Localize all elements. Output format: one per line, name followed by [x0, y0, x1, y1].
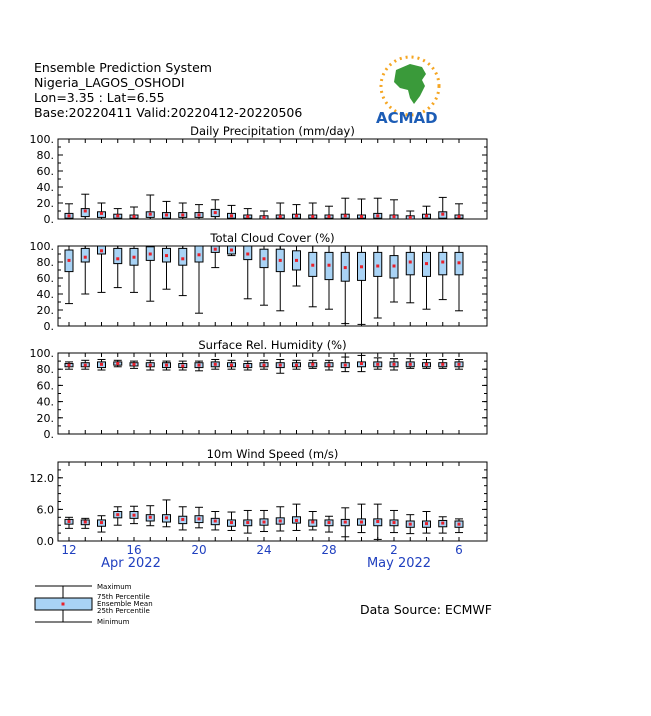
y-tick-label: 80.: [36, 256, 54, 269]
box-18: [163, 246, 171, 289]
box-4: [423, 512, 431, 534]
mean-marker: [100, 363, 103, 366]
box-18: [163, 201, 171, 219]
box-21: [211, 200, 219, 219]
y-tick-label: 0.: [43, 428, 54, 441]
box-16: [130, 506, 138, 523]
mean-marker: [344, 214, 347, 217]
box-12: [65, 204, 73, 219]
y-tick-label: 80.: [36, 149, 54, 162]
mean-marker: [441, 213, 444, 216]
y-tick-label: 40.: [36, 395, 54, 409]
box-23: [244, 209, 252, 219]
y-tick-label: 60.: [36, 272, 54, 285]
box-23: [244, 246, 252, 299]
x-tick-label: 28: [321, 543, 337, 557]
mean-marker: [116, 362, 119, 365]
mean-marker: [230, 364, 233, 367]
box-29: [341, 357, 349, 372]
mean-marker: [100, 249, 103, 252]
box-28: [325, 206, 333, 219]
box-5: [439, 517, 447, 533]
mean-marker: [68, 259, 71, 262]
mean-marker: [360, 521, 363, 524]
y-tick-label: 0.0: [36, 535, 54, 548]
header-validity: Base:20220411 Valid:20220412-20220506: [34, 105, 303, 120]
box-23: [244, 361, 252, 370]
box-30: [358, 355, 366, 371]
box-22: [228, 246, 236, 256]
y-tick-label: 0.: [43, 320, 54, 333]
mean-marker: [214, 519, 217, 522]
x-tick-label: 24: [256, 543, 272, 557]
mean-marker: [360, 215, 363, 218]
box-25: [276, 203, 284, 219]
y-tick-label: 40.: [36, 181, 54, 194]
mean-marker: [279, 215, 282, 218]
mean-marker: [376, 214, 379, 217]
mean-marker: [279, 519, 282, 522]
mean-marker: [311, 264, 314, 267]
mean-marker: [344, 521, 347, 524]
mean-marker: [393, 521, 396, 524]
box-25: [276, 359, 284, 373]
box-26: [293, 360, 301, 369]
box-12: [65, 362, 73, 369]
mean-marker: [311, 521, 314, 524]
mean-marker: [116, 513, 119, 516]
month-label: May 2022: [366, 556, 432, 571]
mean-marker: [100, 212, 103, 215]
box-24: [260, 211, 268, 219]
mean-marker: [409, 261, 412, 264]
mean-marker: [263, 216, 266, 219]
box-12: [65, 517, 73, 528]
mean-marker: [133, 363, 136, 366]
logo-text: ACMAD: [376, 109, 438, 126]
box-20: [195, 246, 203, 313]
mean-marker: [441, 363, 444, 366]
box-12: [65, 246, 73, 304]
box-22: [228, 360, 236, 369]
box-6: [455, 246, 463, 311]
header-coordinates: Lon=3.35 : Lat=6.55: [34, 90, 165, 105]
box-4: [423, 206, 431, 219]
y-tick-label: 100.: [29, 240, 54, 253]
mean-marker: [311, 363, 314, 366]
mean-marker: [344, 266, 347, 269]
mean-marker: [458, 363, 461, 366]
mean-marker: [295, 214, 298, 217]
mean-marker: [165, 214, 168, 217]
mean-marker: [425, 363, 428, 366]
mean-marker: [198, 364, 201, 367]
box-4: [423, 359, 431, 368]
box-17: [146, 506, 154, 526]
box-19: [179, 203, 187, 219]
box-17: [146, 246, 154, 301]
y-tick-label: 12.0: [29, 471, 54, 485]
box-27: [309, 512, 317, 530]
box-24: [260, 360, 268, 369]
x-tick-label: 16: [126, 543, 142, 557]
box-3: [406, 515, 414, 534]
mean-marker: [84, 521, 87, 524]
mean-marker: [133, 514, 136, 517]
legend-p75-label: 75th Percentile: [97, 593, 150, 601]
iqr-box: [114, 248, 122, 263]
mean-marker: [68, 520, 71, 523]
box-15: [114, 209, 122, 219]
mean-marker: [376, 363, 379, 366]
iqr-box: [179, 248, 187, 265]
mean-marker: [425, 262, 428, 265]
box-24: [260, 246, 268, 305]
box-14: [98, 359, 106, 370]
box-4: [423, 246, 431, 309]
mean-marker: [84, 256, 87, 259]
mean-marker: [230, 521, 233, 524]
box-14: [98, 246, 106, 292]
legend-p25-label: 25th Percentile: [97, 607, 150, 615]
box-19: [179, 246, 187, 296]
box-16: [130, 361, 138, 368]
box-15: [114, 246, 122, 288]
mean-marker: [441, 522, 444, 525]
box-17: [146, 360, 154, 370]
iqr-box: [439, 252, 447, 274]
mean-marker: [263, 521, 266, 524]
data-source: Data Source: ECMWF: [360, 602, 492, 617]
y-tick-label: 20.: [36, 411, 54, 425]
iqr-box: [81, 248, 89, 262]
mean-marker: [214, 248, 217, 251]
box-28: [325, 360, 333, 370]
box-15: [114, 360, 122, 366]
mean-marker: [198, 253, 201, 256]
box-26: [293, 504, 301, 530]
box-2: [390, 246, 398, 302]
legend-max-label: Maximum: [97, 583, 132, 591]
mean-marker: [84, 364, 87, 367]
mean-marker: [409, 216, 412, 219]
mean-marker: [198, 214, 201, 217]
box-2: [390, 510, 398, 532]
box-13: [81, 518, 89, 528]
panel-3: [30, 338, 488, 441]
panel-title: Total Cloud Cover (%): [210, 231, 335, 245]
mean-marker: [425, 214, 428, 217]
mean-marker: [328, 521, 331, 524]
mean-marker: [425, 522, 428, 525]
box-30: [358, 504, 366, 532]
box-3: [406, 211, 414, 219]
box-1: [374, 246, 382, 318]
mean-marker: [246, 253, 249, 256]
mean-marker: [165, 254, 168, 257]
box-19: [179, 361, 187, 370]
header-title: Ensemble Prediction System: [34, 60, 212, 75]
mean-marker: [246, 521, 249, 524]
box-29: [341, 246, 349, 324]
mean-marker: [133, 215, 136, 218]
y-tick-label: 20.: [36, 304, 54, 317]
mean-marker: [116, 214, 119, 217]
box-18: [163, 500, 171, 527]
mean-marker: [279, 259, 282, 262]
box-1: [374, 504, 382, 539]
box-13: [81, 246, 89, 294]
mean-marker: [279, 364, 282, 367]
box-30: [358, 246, 366, 324]
box-16: [130, 207, 138, 219]
box-18: [163, 361, 171, 370]
y-tick-label: 60.: [36, 165, 54, 178]
mean-marker: [181, 257, 184, 260]
box-6: [455, 519, 463, 533]
box-26: [293, 246, 301, 286]
box-20: [195, 507, 203, 528]
plot-frame: [58, 139, 487, 219]
mean-marker: [214, 363, 217, 366]
box-30: [358, 199, 366, 219]
box-16: [130, 246, 138, 292]
y-tick-label: 0.: [43, 213, 54, 226]
mean-marker: [376, 265, 379, 268]
mean-marker: [441, 261, 444, 264]
iqr-box: [374, 252, 382, 276]
box-5: [439, 246, 447, 300]
mean-marker: [230, 214, 233, 217]
mean-marker: [376, 520, 379, 523]
box-20: [195, 361, 203, 371]
box-1: [374, 358, 382, 369]
mean-marker: [263, 257, 266, 260]
header-station: Nigeria_LAGOS_OSHODI: [34, 75, 185, 90]
box-27: [309, 203, 317, 219]
plot-frame: [58, 462, 487, 541]
box-25: [276, 246, 284, 311]
box-14: [98, 516, 106, 532]
box-2: [390, 359, 398, 370]
mean-marker: [100, 521, 103, 524]
x-tick-label: 2: [390, 543, 398, 557]
mean-marker: [84, 210, 87, 213]
panel-title: Daily Precipitation (mm/day): [190, 124, 355, 138]
mean-marker: [328, 364, 331, 367]
x-tick-label: 12: [61, 543, 77, 557]
mean-marker: [458, 261, 461, 264]
mean-marker: [165, 364, 168, 367]
box-17: [146, 195, 154, 219]
mean-marker: [246, 364, 249, 367]
mean-marker: [133, 256, 136, 259]
mean-marker: [393, 363, 396, 366]
box-1: [374, 198, 382, 219]
mean-marker: [214, 211, 217, 214]
mean-marker: [409, 363, 412, 366]
mean-marker: [246, 215, 249, 218]
y-tick-label: 40.: [36, 288, 54, 301]
box-3: [406, 359, 414, 369]
mean-marker: [149, 253, 152, 256]
mean-marker: [149, 364, 152, 367]
mean-marker: [165, 516, 168, 519]
box-5: [439, 359, 447, 368]
box-19: [179, 507, 187, 530]
mean-marker: [295, 364, 298, 367]
mean-marker: [295, 259, 298, 262]
mean-marker: [458, 523, 461, 526]
mean-marker: [181, 214, 184, 217]
legend: [35, 583, 153, 626]
y-tick-label: 80.: [36, 363, 54, 377]
box-6: [455, 204, 463, 219]
panel-title: Surface Rel. Humidity (%): [198, 338, 347, 352]
box-5: [439, 197, 447, 219]
box-22: [228, 205, 236, 219]
y-tick-label: 20.: [36, 197, 54, 210]
box-29: [341, 508, 349, 537]
mean-marker: [328, 264, 331, 267]
panel-title: 10m Wind Speed (m/s): [206, 447, 339, 461]
mean-marker: [149, 516, 152, 519]
box-22: [228, 512, 236, 530]
box-28: [325, 246, 333, 309]
mean-marker: [360, 362, 363, 365]
box-28: [325, 516, 333, 532]
box-15: [114, 507, 122, 525]
box-13: [81, 194, 89, 219]
y-tick-label: 100.: [29, 347, 54, 360]
box-26: [293, 205, 301, 219]
panel-4: [30, 447, 488, 548]
mean-marker: [393, 215, 396, 218]
mean-marker: [263, 364, 266, 367]
panel-2: [30, 231, 488, 333]
box-27: [309, 360, 317, 368]
panel-1: [30, 124, 488, 226]
mean-marker: [360, 265, 363, 268]
legend-mean-label: Ensemble Mean: [97, 600, 153, 608]
mean-marker: [181, 364, 184, 367]
box-3: [406, 246, 414, 303]
box-29: [341, 198, 349, 219]
x-tick-label: 20: [191, 543, 207, 557]
mean-marker: [295, 519, 298, 522]
mean-marker: [311, 215, 314, 218]
box-25: [276, 507, 284, 531]
mean-marker: [409, 523, 412, 526]
mean-marker: [458, 215, 461, 218]
box-6: [455, 359, 463, 369]
mean-marker: [198, 517, 201, 520]
y-tick-label: 6.0: [36, 503, 54, 517]
box-27: [309, 246, 317, 307]
mean-marker: [181, 518, 184, 521]
y-tick-label: 60.: [36, 379, 54, 393]
box-2: [390, 200, 398, 219]
mean-marker: [116, 257, 119, 260]
y-tick-label: 100.: [29, 133, 54, 146]
mean-marker: [149, 213, 152, 216]
legend-mean-marker: [62, 603, 65, 606]
legend-min-label: Minimum: [97, 618, 130, 626]
box-24: [260, 510, 268, 531]
month-label: Apr 2022: [101, 556, 161, 571]
box-21: [211, 512, 219, 530]
mean-marker: [230, 249, 233, 252]
mean-marker: [68, 364, 71, 367]
box-14: [98, 203, 106, 219]
box-21: [211, 359, 219, 369]
box-23: [244, 510, 252, 533]
mean-marker: [328, 215, 331, 218]
x-tick-label: 6: [455, 543, 463, 557]
mean-marker: [393, 265, 396, 268]
box-13: [81, 360, 89, 369]
mean-marker: [68, 214, 71, 217]
box-20: [195, 205, 203, 219]
mean-marker: [344, 364, 347, 367]
iqr-box: [406, 252, 414, 274]
box-21: [211, 246, 219, 268]
